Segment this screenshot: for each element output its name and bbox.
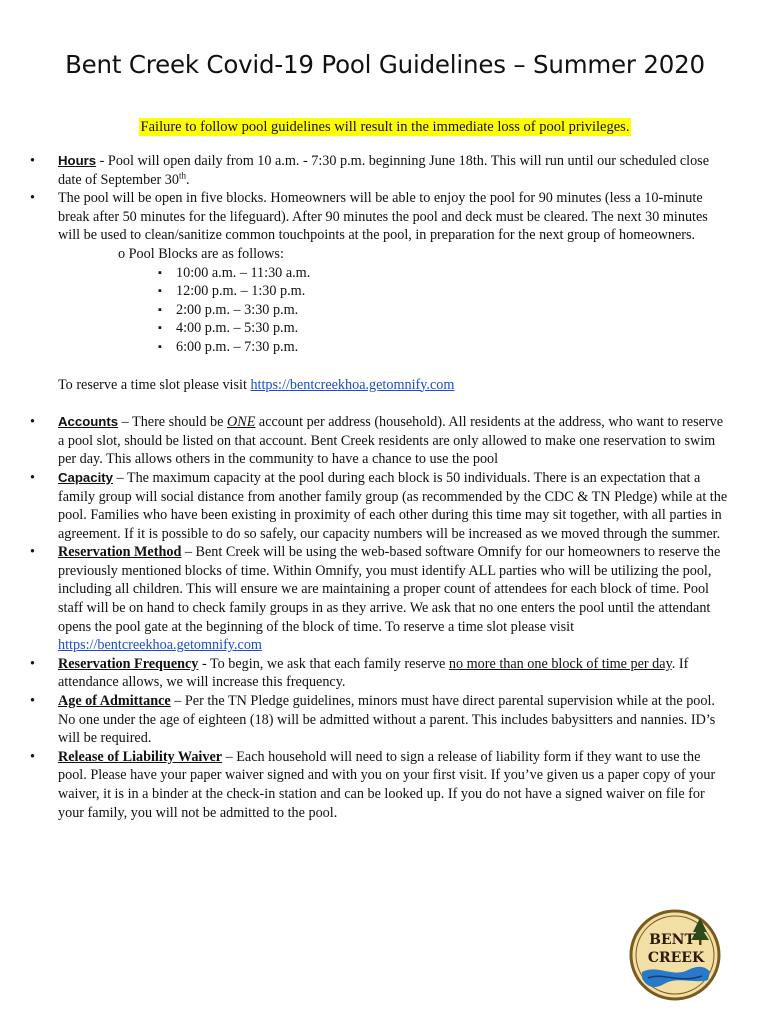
accounts-label: Accounts (58, 414, 119, 430)
pool-block: ▪ 4:00 p.m. – 5:30 p.m. (158, 319, 730, 338)
age-label: Age of Admittance (58, 693, 171, 710)
hours-label: Hours (58, 153, 97, 168)
waiver-label: Release of Liability Waiver (58, 748, 223, 765)
pool-blocks-heading: o Pool Blocks are as follows: (118, 245, 284, 262)
hours-item (30, 152, 730, 189)
reserve-text: To reserve a time slot please visit (58, 376, 251, 393)
blocks-item (30, 189, 730, 245)
reserve-link[interactable]: https://bentcreekhoa.getomnify.com (250, 376, 455, 393)
reservation-frequency-label: Reservation Frequency (58, 655, 199, 672)
accounts-emphasis: ONE (226, 414, 256, 431)
blocks-intro: The pool will be open in five blocks. Homeowners will be able to enjoy the pool for 90 minutes (less a 10-minute break after 50 minutes for the lifeguard). After 90 minutes the pool and deck must be cleared. The next 30 minutes will be used to clean/sanitize common touchpoints at the pool, in preparation for the next group of homeowners. (58, 190, 708, 244)
capacity-label: Capacity (58, 469, 113, 485)
waiver-item (30, 748, 730, 822)
reservation-method-label: Reservation Method (58, 544, 182, 561)
accounts-text: – There should be (118, 414, 227, 431)
capacity-text: – The maximum capacity at the pool during each block is 50 individuals. There is an expectation that a family group will social distance from another family group (as recommended by the CDC & TN Pledge) while at the pool. Families who have been existing in proximity of each other during this time may sit together, with all parties in agreement. If it is possible to do so safely, our capacity numbers will be increased as we moved through the summer. (58, 469, 728, 542)
age-text: – Per the TN Pledge guidelines, minors must have direct parental supervision while at the pool. No one under the age of eighteen (18) will be admitted without a parent. This includes babysitters and nannies. ID’s will be required. (58, 693, 716, 747)
bent-creek-logo (628, 908, 722, 1002)
pool-block: ▪ 12:00 p.m. – 1:30 p.m. (158, 282, 730, 301)
age-item (30, 692, 730, 748)
waiver-text: – Each household will need to sign a release of liability form if they want to use the pool. Please have your paper waiver signed and with you on your first visit. If you’ve given us a paper copy of your waiver, it is in a binder at the check-in station and can be looked up. If you do not have a signed waiver on file for your family, you will not be admitted to the pool. (58, 748, 716, 821)
reserve-paragraph (30, 376, 730, 395)
reservation-frequency-underlined: no more than one block of time per day (448, 655, 672, 672)
logo-line1: BENT (649, 932, 695, 948)
reservation-method-link[interactable]: https://bentcreekhoa.getomnify.com (58, 637, 262, 654)
hours-text-end: . (185, 171, 190, 188)
reservation-frequency-text-end: . If attendance allows, we will increase this frequency. (58, 655, 689, 691)
guidelines-list-top (30, 152, 730, 245)
hours-text: - Pool will open daily from 10 a.m. - 7:30 p.m. beginning June 18th. This will run until our scheduled close date of September 30 (58, 153, 709, 188)
accounts-text-rest: account per address (household). All residents at the address, who want to reserve a pool slot, should be listed on that account. Bent Creek residents are only allowed to make one reservation to swim per day. This allows others in the community to have a chance to use the pool (58, 414, 724, 468)
capacity-item (30, 469, 730, 543)
warning-text: Failure to follow pool guidelines will result in the immediate loss of pool privileges. (140, 119, 630, 135)
reservation-frequency-text: - To begin, we ask that each family reserve (198, 655, 449, 672)
warning-banner (0, 118, 770, 136)
reservation-method-text: – Bent Creek will be using the web-based software Omnify for our homeowners to reserve the previously mentioned blocks of time. Within Omnify, you must identify ALL parties who will be utilizing the pool, including all children. This will ensure we are maintaining a proper count of attendees for each block of time. Pool staff will be on hand to check family groups in as they arrive. We ask that no one enters the pool until the attendant opens the pool gate at the beginning of the block of time. To reserve a time slot please visit (58, 544, 721, 635)
reservation-frequency-item (30, 655, 730, 692)
pool-blocks-list (30, 264, 730, 357)
pool-block: ▪ 2:00 p.m. – 3:30 p.m. (158, 301, 730, 320)
guidelines-list-bottom (30, 413, 730, 822)
guidelines-body (30, 152, 730, 822)
page-title: Bent Creek Covid-19 Pool Guidelines – Summer 2020 (65, 50, 705, 79)
hours-sup: th (178, 169, 186, 180)
accounts-item (30, 413, 730, 469)
reservation-method-item (30, 543, 730, 655)
pool-block: ▪ 10:00 a.m. – 11:30 a.m. (158, 264, 730, 283)
logo-line2: CREEK (647, 950, 705, 966)
pool-block: ▪ 6:00 p.m. – 7:30 p.m. (158, 338, 730, 357)
